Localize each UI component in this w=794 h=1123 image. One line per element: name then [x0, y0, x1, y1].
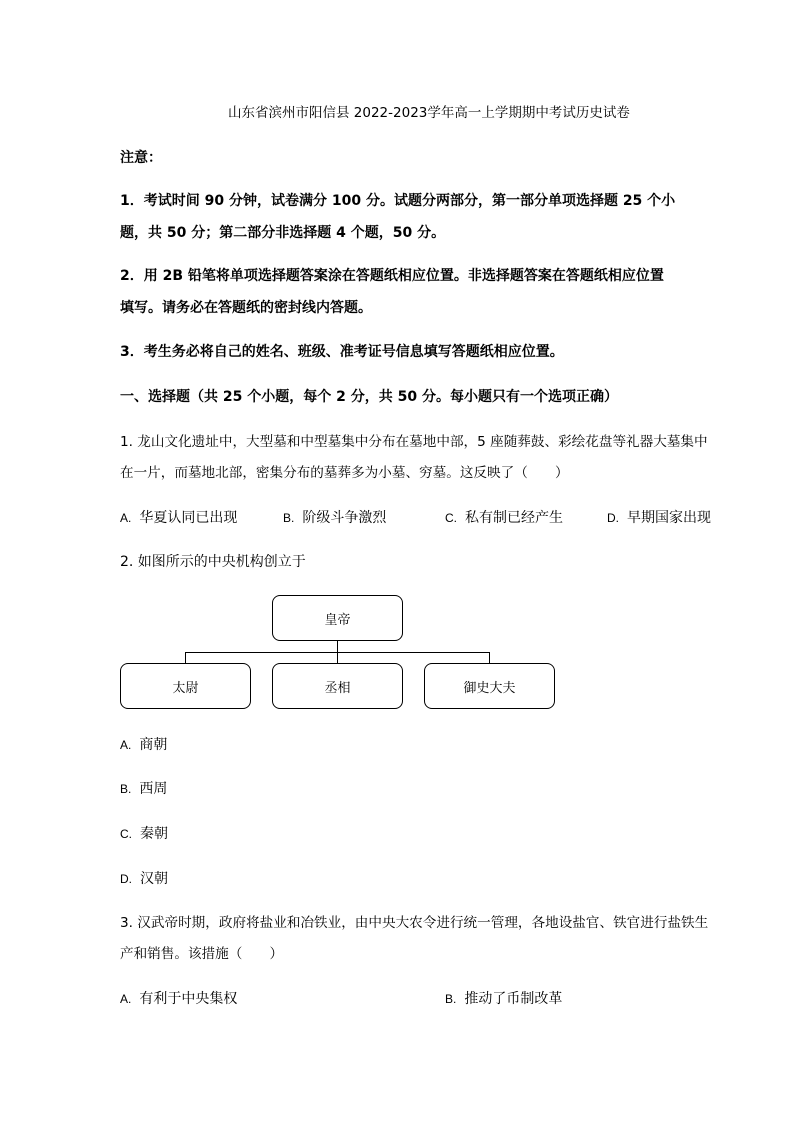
- option-key: A.: [120, 738, 132, 752]
- q3-line-2: 产和销售。该措施（ ）: [120, 946, 284, 962]
- org-box-chancellor: 丞相: [272, 663, 403, 709]
- q1-option-d: [607, 508, 711, 528]
- q3-line-1: 3. 汉武帝时期，政府将盐业和冶铁业，由中央大农令进行统一管理，各地设盐官、铁官进行盐铁生: [120, 915, 709, 931]
- q1-option-a: [120, 508, 237, 528]
- q2-option-c: [120, 824, 168, 844]
- q1-line-2: 在一片，而墓地北部，密集分布的墓葬多为小墓、穷墓。这反映了（ ）: [120, 465, 569, 481]
- q3-option-a: [120, 989, 237, 1009]
- option-text: 西周: [139, 781, 168, 797]
- option-key: A.: [120, 511, 132, 525]
- org-box-censor: 御史大夫: [424, 663, 555, 709]
- exam-title: 山东省滨州市阳信县 2022-2023学年高一上学期期中考试历史试卷: [228, 105, 630, 121]
- notice-heading: 注意：: [120, 150, 162, 166]
- notice-item-2-line-1: 2．用 2B 铅笔将单项选择题答案涂在答题纸相应位置。非选择题答案在答题纸相应位置: [120, 268, 664, 284]
- option-key: B.: [120, 782, 132, 796]
- option-key: C.: [120, 827, 132, 841]
- option-text: 有利于中央集权: [139, 991, 238, 1007]
- option-key: B.: [445, 992, 457, 1006]
- section-1-heading: 一、选择题（共 25 个小题，每个 2 分，共 50 分。每小题只有一个选项正确）: [120, 389, 618, 405]
- q2-stem: 2. 如图所示的中央机构创立于: [120, 554, 306, 570]
- option-text: 秦朝: [140, 826, 168, 842]
- connector-horizontal: [185, 652, 490, 653]
- q2-option-a: [120, 735, 167, 755]
- notice-item-1-line-1: 1．考试时间 90 分钟，试卷满分 100 分。试题分两部分，第一部分单项选择题 25 个小: [120, 193, 676, 209]
- q2-option-d: [120, 869, 168, 889]
- option-text: 阶级斗争激烈: [302, 510, 387, 526]
- q3-option-b: [445, 989, 562, 1009]
- option-key: D.: [120, 872, 132, 886]
- q1-option-c: [445, 508, 563, 528]
- option-key: C.: [445, 511, 457, 525]
- option-text: 华夏认同已出现: [139, 510, 238, 526]
- option-text: 商朝: [139, 737, 168, 753]
- option-text: 汉朝: [140, 871, 168, 887]
- option-text: 推动了币制改革: [464, 991, 563, 1007]
- notice-item-2-line-2: 填写。请务必在答题纸的密封线内答题。: [120, 300, 372, 316]
- org-box-taiwei: 太尉: [120, 663, 251, 709]
- option-text: 私有制已经产生: [465, 510, 563, 526]
- q1-option-b: [283, 508, 386, 528]
- q1-line-1: 1. 龙山文化遗址中，大型墓和中型墓集中分布在墓地中部，5 座随葬鼓、彩绘花盘等礼器大墓集中: [120, 434, 708, 450]
- q2-option-b: [120, 779, 167, 799]
- option-text: 早期国家出现: [627, 510, 711, 526]
- option-key: D.: [607, 511, 619, 525]
- option-key: A.: [120, 992, 132, 1006]
- notice-item-1-line-2: 题，共 50 分；第二部分非选择题 4 个题，50 分。: [120, 225, 446, 241]
- option-key: B.: [283, 511, 295, 525]
- notice-item-3: 3．考生务必将自己的姓名、班级、准考证号信息填写答题纸相应位置。: [120, 344, 564, 360]
- org-box-emperor: 皇帝: [272, 595, 403, 641]
